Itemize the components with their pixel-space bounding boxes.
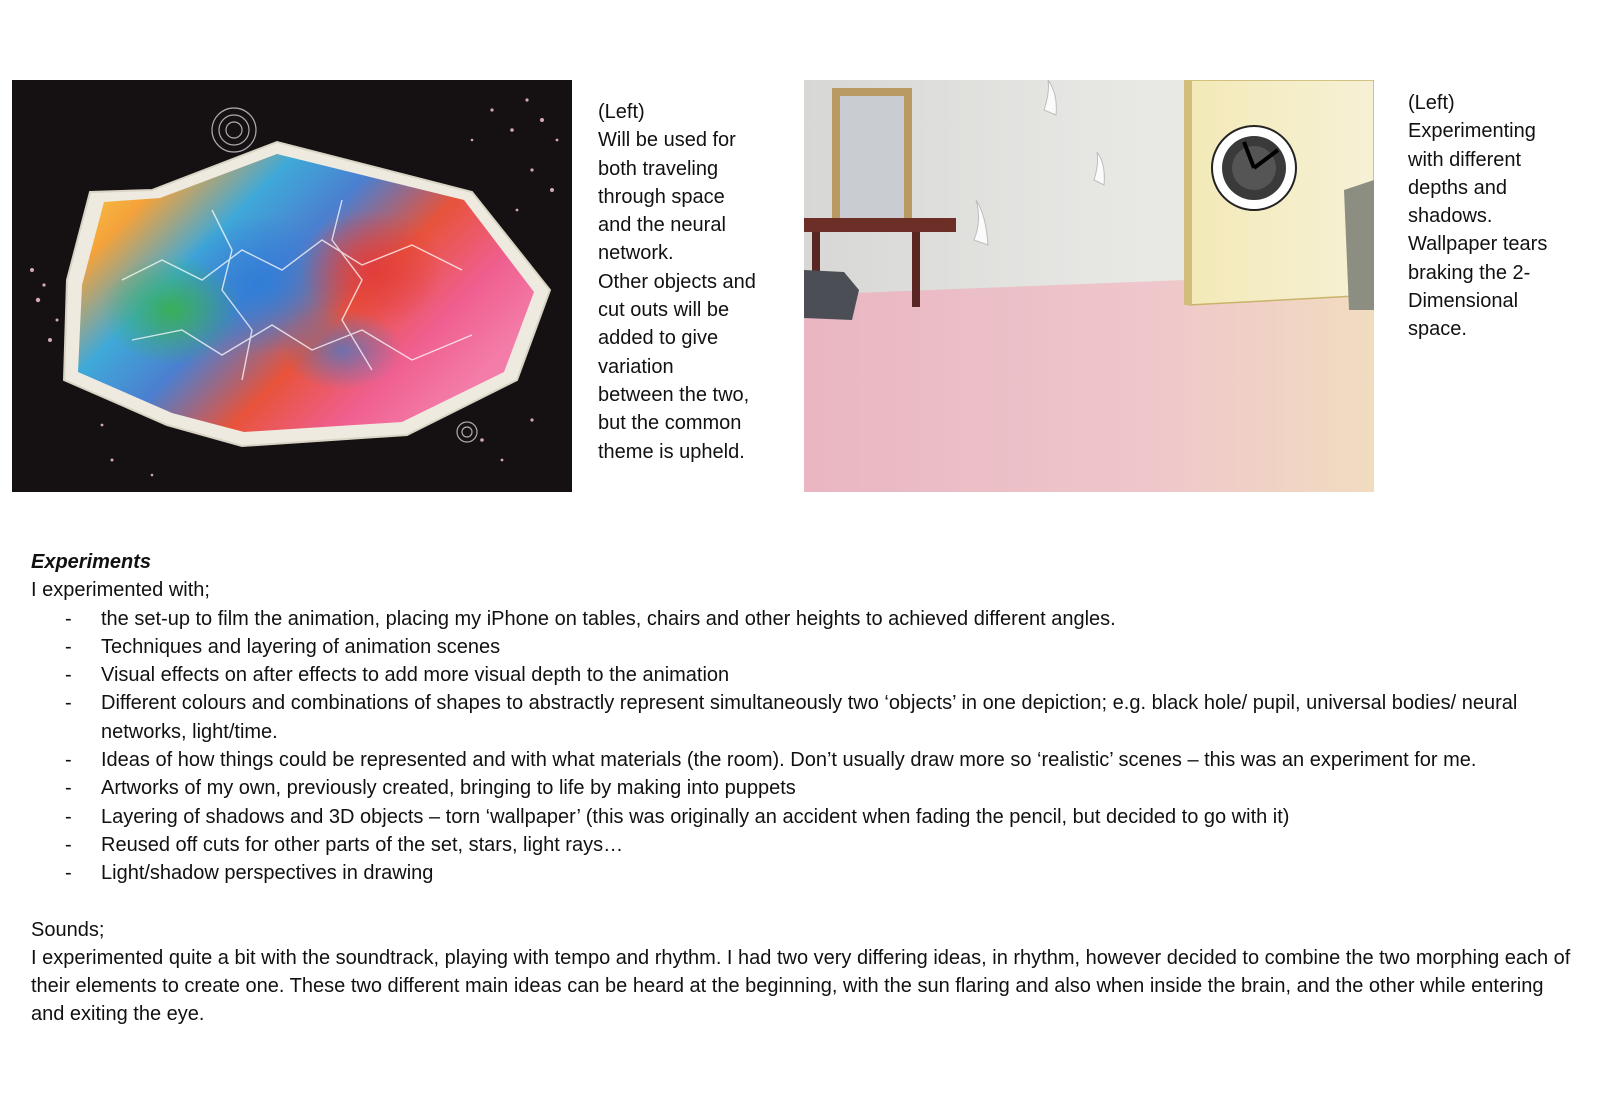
caption-line: shadows.	[1408, 205, 1493, 228]
caption-line: space.	[1408, 318, 1467, 341]
list-item-text: Techniques and layering of animation scenes	[101, 635, 501, 658]
list-item	[31, 803, 1581, 831]
caption-line: through space	[598, 185, 725, 208]
experiments-heading: Experiments	[31, 551, 152, 573]
list-item-text: Layering of shadows and 3D objects – torn ‘wallpaper’ (this was originally an accident when fading the pencil, but decided to go with it)	[101, 805, 1290, 828]
caption-line: between the two,	[598, 383, 750, 406]
list-item	[31, 774, 1581, 802]
sounds-heading: Sounds;	[31, 918, 105, 941]
bullet-dash: -	[65, 692, 72, 715]
list-item	[31, 746, 1581, 774]
caption-line: Dimensional	[1408, 290, 1519, 313]
bullet-dash: -	[65, 749, 72, 772]
bullet-dash: -	[65, 607, 72, 630]
list-item	[31, 633, 1581, 661]
caption-line: theme is upheld.	[598, 440, 745, 463]
experiments-intro: I experimented with;	[31, 579, 210, 602]
caption-line: both traveling	[598, 157, 719, 180]
list-item-text: Visual effects on after effects to add more visual depth to the animation	[101, 664, 730, 687]
bullet-dash: -	[65, 664, 72, 687]
list-item	[31, 689, 1581, 746]
caption-line: and the neural	[598, 214, 726, 237]
caption-line: Experimenting	[1408, 120, 1536, 143]
caption-line: with different	[1408, 148, 1522, 171]
list-item-text: Artworks of my own, previously created, bringing to life by making into puppets	[101, 777, 796, 800]
caption-line: cut outs will be	[598, 299, 730, 322]
caption-line: variation	[598, 355, 674, 378]
room-artwork-image	[804, 80, 1374, 492]
list-item-text: the set-up to film the animation, placing my iPhone on tables, chairs and other heights to achieved different angles.	[101, 607, 1116, 630]
list-item	[31, 831, 1581, 859]
caption-line: (Left)	[598, 101, 645, 123]
caption-line: Will be used for	[598, 129, 736, 152]
caption-line: depths and	[1408, 176, 1507, 199]
list-item-text: Reused off cuts for other parts of the set, stars, light rays…	[101, 833, 624, 856]
caption-line: (Left)	[1408, 92, 1455, 114]
list-item	[31, 661, 1581, 689]
caption-line: Wallpaper tears	[1408, 233, 1548, 256]
bullet-dash: -	[65, 833, 72, 856]
list-item-text: Ideas of how things could be represented and with what materials (the room). Don’t usually draw more so ‘realistic’ scenes – this was an experiment for me.	[101, 749, 1477, 772]
caption-line: network.	[598, 242, 674, 265]
list-item-text: Different colours and combinations of shapes to abstractly represent simultaneously two ‘objects’ in one depiction; e.g. black hole/ pupil, universal bodies/ neural networks, light/time.	[101, 692, 1518, 743]
bullet-dash: -	[65, 805, 72, 828]
space-artwork-image	[12, 80, 572, 492]
list-item	[31, 605, 1581, 633]
list-item	[31, 859, 1581, 887]
sounds-body: I experimented quite a bit with the soundtrack, playing with tempo and rhythm. I had two very differing ideas, in rhythm, however decided to combine the two morphing each of their elements to create one. These two different main ideas can be heard at the beginning, with the sun flaring and also when inside the brain, and the other while entering and exiting the eye.	[31, 946, 1571, 1026]
caption-line: Other objects and	[598, 270, 756, 293]
bullet-dash: -	[65, 777, 72, 800]
space-artwork-caption	[598, 98, 788, 466]
list-item-text: Light/shadow perspectives in drawing	[101, 862, 434, 885]
experiments-section	[31, 548, 1581, 1029]
caption-line: added to give	[598, 327, 719, 350]
room-artwork-caption	[1408, 89, 1598, 344]
bullet-dash: -	[65, 862, 72, 885]
caption-line: but the common	[598, 412, 742, 435]
bullet-dash: -	[65, 635, 72, 658]
caption-line: braking the 2-	[1408, 261, 1531, 284]
experiments-list	[31, 605, 1581, 888]
